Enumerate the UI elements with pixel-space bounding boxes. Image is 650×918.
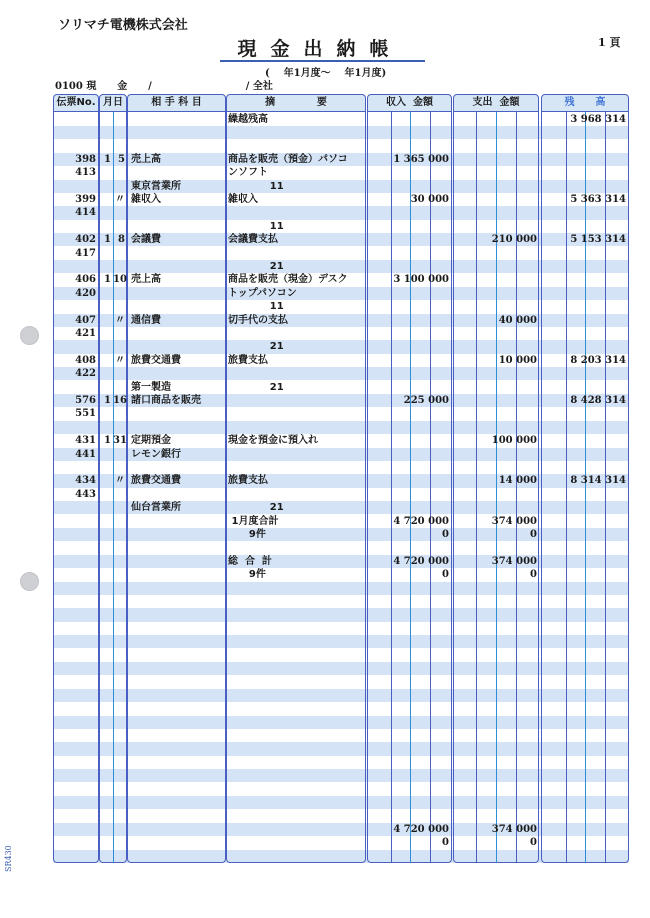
voucher-no-cell: 441 xyxy=(75,448,96,460)
income-cell: 4 720 000 xyxy=(393,823,449,835)
day-cell: 〃 xyxy=(115,475,125,487)
income-cell: 1 365 000 xyxy=(393,153,449,165)
month-cell: 1 xyxy=(104,394,111,406)
income-subdivider xyxy=(430,112,431,863)
form-code: SR430 xyxy=(4,845,13,872)
title-underline xyxy=(220,60,425,62)
description-cell: 21 xyxy=(228,260,284,272)
description-cell: 旅費支払 xyxy=(228,475,268,487)
description-cell: 9件 xyxy=(228,528,266,540)
counter-account-cell: 旅費交通費 xyxy=(131,475,181,487)
day-cell: 31 xyxy=(113,435,127,447)
voucher-no-cell: 421 xyxy=(75,327,96,339)
expense-cell: 374 000 xyxy=(491,515,537,527)
voucher-no-cell: 576 xyxy=(75,394,96,406)
description-cell: 21 xyxy=(228,381,284,393)
voucher-no-cell: 407 xyxy=(75,314,96,326)
income-cell: 225 000 xyxy=(403,394,449,406)
counter-account-cell: 旅費交通費 xyxy=(131,354,181,366)
header-expense: 支出 金額 xyxy=(453,94,539,112)
voucher-no-cell: 402 xyxy=(75,234,96,246)
description-cell: トップパソコン xyxy=(228,287,297,299)
description-cell: 21 xyxy=(228,341,284,353)
income-cell: 0 xyxy=(442,837,449,849)
counter-account-cell: 仙台営業所 xyxy=(131,502,181,514)
counter-account-cell: 定期預金 xyxy=(131,435,171,447)
description-cell: 総 合 計 xyxy=(228,555,272,567)
voucher-no-cell: 413 xyxy=(75,167,96,179)
voucher-no-cell: 420 xyxy=(75,287,96,299)
day-cell: 16 xyxy=(113,394,127,406)
counter-account-cell: 会議費 xyxy=(131,234,161,246)
expense-cell: 0 xyxy=(530,569,537,581)
voucher-no-cell: 551 xyxy=(75,408,96,420)
expense-cell: 374 000 xyxy=(491,823,537,835)
balance-cell: 8 314 314 xyxy=(570,475,626,487)
description-cell: 旅費支払 xyxy=(228,354,268,366)
expense-cell: 210 000 xyxy=(491,234,537,246)
description-cell: ンソフト xyxy=(228,167,268,179)
voucher-no-cell: 443 xyxy=(75,488,96,500)
voucher-no-cell: 408 xyxy=(75,354,96,366)
expense-cell: 374 000 xyxy=(491,555,537,567)
balance-cell: 5 363 314 xyxy=(570,193,626,205)
voucher-no-cell: 422 xyxy=(75,368,96,380)
voucher-no-cell: 398 xyxy=(75,153,96,165)
voucher-no-cell: 417 xyxy=(75,247,96,259)
month-cell: 1 xyxy=(104,153,111,165)
income-subdivider xyxy=(410,112,411,863)
balance-cell: 3 968 314 xyxy=(570,113,626,125)
header-counter-account: 相 手 科 目 xyxy=(127,94,226,112)
description-cell: 21 xyxy=(228,502,284,514)
day-cell: 〃 xyxy=(115,354,125,366)
voucher-no-cell: 431 xyxy=(75,435,96,447)
page-number: 1 頁 xyxy=(598,36,621,49)
counter-account-cell: 第一製造 xyxy=(131,381,171,393)
counter-account-cell: 売上高 xyxy=(131,274,161,286)
expense-cell: 100 000 xyxy=(491,435,537,447)
day-cell: 5 xyxy=(118,153,125,165)
voucher-no-cell: 399 xyxy=(75,193,96,205)
description-cell: 繰越残高 xyxy=(228,113,268,125)
day-cell: 10 xyxy=(113,274,127,286)
counter-account-cell: 諸口商品を販売 xyxy=(131,394,201,406)
description-cell: 11 xyxy=(228,180,284,192)
header-month-day: 月日 xyxy=(99,94,127,112)
income-cell: 4 720 000 xyxy=(393,515,449,527)
expense-cell: 0 xyxy=(530,837,537,849)
counter-account-cell: 通信費 xyxy=(131,314,161,326)
voucher-no-cell: 414 xyxy=(75,207,96,219)
month-cell: 1 xyxy=(104,435,111,447)
income-cell: 0 xyxy=(442,569,449,581)
balance-cell: 8 203 314 xyxy=(570,354,626,366)
account-line: 0100 現 金 / / 全社 xyxy=(55,81,273,92)
period-range: ( 年1月度～ 年1月度) xyxy=(265,68,387,79)
counter-account-cell: 東京営業所 xyxy=(131,180,181,192)
description-cell: 会議費支払 xyxy=(228,234,278,246)
page-title: 現金出納帳 xyxy=(237,38,403,60)
description-cell: 1月度合計 xyxy=(228,515,279,527)
punch-hole-icon xyxy=(20,572,39,591)
day-cell: 〃 xyxy=(115,314,125,326)
description-cell: 11 xyxy=(228,301,284,313)
counter-account-cell: レモン銀行 xyxy=(131,448,181,460)
header-income: 収入 金額 xyxy=(367,94,452,112)
income-subdivider xyxy=(391,112,392,863)
voucher-no-cell: 434 xyxy=(75,475,96,487)
description-cell: 9件 xyxy=(228,569,266,581)
description-cell: 雑収入 xyxy=(228,193,258,205)
expense-cell: 0 xyxy=(530,528,537,540)
description-cell: 商品を販売（預金）パソコ xyxy=(228,153,348,165)
company-name: ソリマチ電機株式会社 xyxy=(58,18,188,33)
counter-account-cell: 売上高 xyxy=(131,153,161,165)
day-cell: 〃 xyxy=(115,193,125,205)
description-cell: 商品を販売（現金）デスク xyxy=(228,274,348,286)
header-description: 摘 要 xyxy=(226,94,366,112)
expense-cell: 10 000 xyxy=(498,354,537,366)
income-cell: 0 xyxy=(442,528,449,540)
month-cell: 1 xyxy=(104,274,111,286)
voucher-no-cell: 406 xyxy=(75,274,96,286)
balance-cell: 5 153 314 xyxy=(570,234,626,246)
header-balance: 残 高 xyxy=(541,94,629,112)
expense-cell: 40 000 xyxy=(498,314,537,326)
day-cell: 8 xyxy=(118,234,125,246)
description-cell: 現金を預金に預入れ xyxy=(228,435,318,447)
description-cell: 11 xyxy=(228,220,284,232)
expense-cell: 14 000 xyxy=(498,475,537,487)
punch-hole-icon xyxy=(20,326,39,345)
counter-account-cell: 雑収入 xyxy=(131,193,161,205)
header-voucher-no: 伝票No. xyxy=(53,94,99,112)
income-cell: 30 000 xyxy=(410,193,449,205)
income-cell: 4 720 000 xyxy=(393,555,449,567)
balance-cell: 8 428 314 xyxy=(570,394,626,406)
income-cell: 3 100 000 xyxy=(393,274,449,286)
description-cell: 切手代の支払 xyxy=(228,314,288,326)
month-cell: 1 xyxy=(104,234,111,246)
